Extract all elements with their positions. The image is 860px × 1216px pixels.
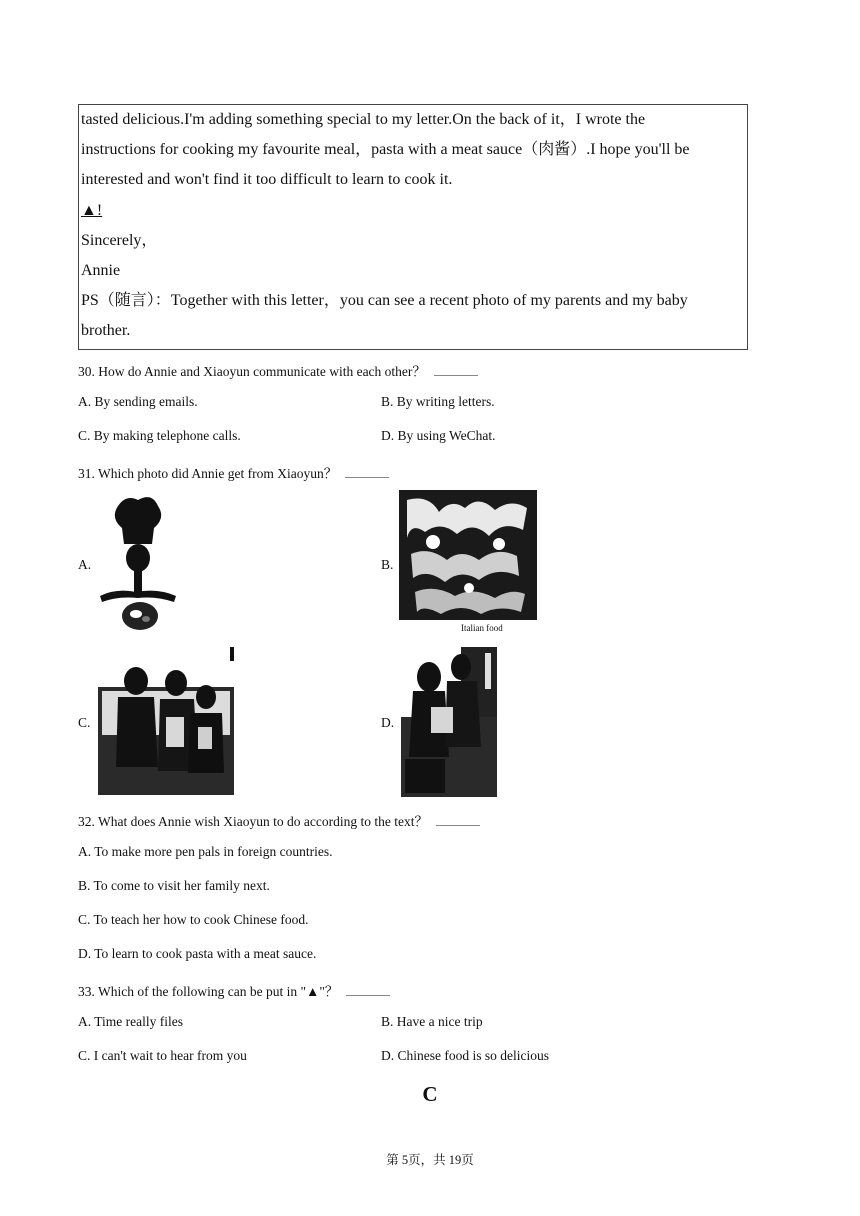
option-c-label[interactable]: C.	[78, 715, 91, 730]
option-c[interactable]: C. To teach her how to cook Chinese food.	[78, 912, 309, 927]
option-b[interactable]: B. By writing letters.	[381, 394, 495, 409]
letter-blank-marker: ▲!	[81, 201, 103, 219]
answer-blank[interactable]	[346, 985, 390, 996]
question-stem: 31. Which photo did Annie get from Xiaoyun？	[78, 466, 338, 481]
option-d-label[interactable]: D.	[381, 715, 395, 730]
section-heading: C	[422, 1082, 438, 1106]
option-b[interactable]: B. Have a nice trip	[381, 1014, 483, 1029]
chef-photo	[96, 492, 180, 636]
couple-photo	[401, 647, 497, 797]
answer-blank[interactable]	[345, 467, 389, 478]
option-a-label[interactable]: A.	[78, 557, 92, 572]
page-number: 第 5页，共 19页	[386, 1153, 474, 1167]
letter-line: brother.	[81, 322, 131, 340]
option-d[interactable]: D. To learn to cook pasta with a meat sauce.	[78, 946, 317, 961]
letter-box	[78, 104, 748, 350]
family-photo	[96, 647, 236, 797]
question-stem: 33. Which of the following can be put in "▲"？	[78, 984, 339, 999]
letter-line: interested and won't find it too difficult to learn to cook it.	[81, 171, 453, 189]
option-c[interactable]: C. I can't wait to hear from you	[78, 1048, 247, 1063]
option-a[interactable]: A. By sending emails.	[78, 394, 198, 409]
letter-ps: PS（随言）：Together with this letter，you can see a recent photo of my parents and my baby	[81, 292, 688, 310]
answer-blank[interactable]	[434, 365, 478, 376]
letter-line: instructions for cooking my favourite meal，pasta with a meat sauce（肉酱）.I hope you'll be	[81, 141, 690, 159]
option-b-label[interactable]: B.	[381, 557, 394, 572]
question-30	[78, 360, 478, 380]
answer-blank[interactable]	[436, 815, 480, 826]
letter-closing: Sincerely，	[81, 231, 158, 249]
question-31	[78, 462, 389, 482]
question-33	[78, 980, 390, 1000]
option-d[interactable]: D. Chinese food is so delicious	[381, 1048, 549, 1063]
question-stem: 32. What does Annie wish Xiaoyun to do according to the text？	[78, 814, 428, 829]
option-c[interactable]: C. By making telephone calls.	[78, 428, 241, 443]
question-stem: 30. How do Annie and Xiaoyun communicate with each other？	[78, 364, 426, 379]
photo-caption: Italian food	[461, 623, 503, 633]
option-b[interactable]: B. To come to visit her family next.	[78, 878, 270, 893]
option-a[interactable]: A. Time really files	[78, 1014, 183, 1029]
letter-signature: Annie	[81, 262, 121, 280]
option-d[interactable]: D. By using WeChat.	[381, 428, 496, 443]
letter-line: tasted delicious.I'm adding something special to my letter.On the back of it，I wrote the	[81, 111, 646, 128]
food-poster-photo	[399, 490, 537, 634]
option-a[interactable]: A. To make more pen pals in foreign countries.	[78, 844, 333, 859]
question-32	[78, 810, 480, 830]
